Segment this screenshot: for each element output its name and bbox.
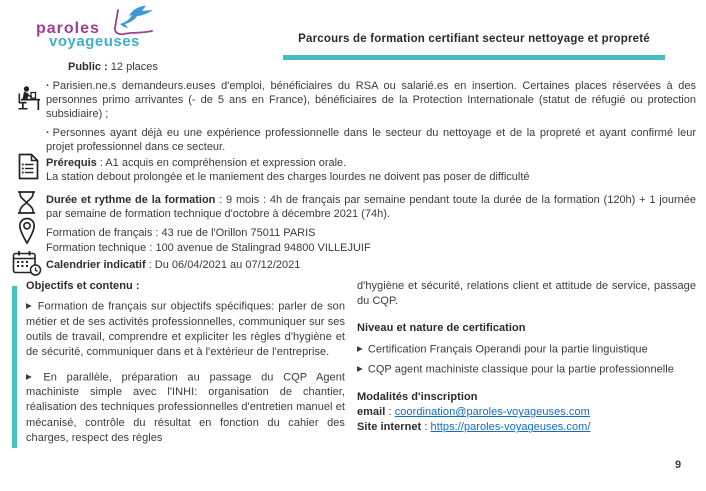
objectifs-para-2-continued: d'hygiène et sécurité, relations client et attitude de service, passage du CQP. <box>357 280 696 308</box>
public-label: Public : <box>68 61 108 73</box>
objectifs-column-left <box>26 279 345 446</box>
certification-item-1-text: Certification Français Operandi pour la partie linguistique <box>367 343 648 356</box>
title-accent-bar <box>283 55 665 60</box>
logo-word-paroles: paroles <box>36 20 100 37</box>
public-value: 12 places <box>110 61 158 73</box>
duree-text: : 9 mois : 4h de français par semaine pendant toute la durée de la formation (120h) + 1 journée par semaine de formation technique d'octobre à décembre 2021 (74h). <box>46 194 696 220</box>
public-bullet-1 <box>46 79 696 121</box>
bullet-dot: · <box>46 127 50 139</box>
site-label: Site internet <box>357 421 422 434</box>
objectifs-column-right <box>357 279 696 436</box>
arrow-bullet-icon: ▶ <box>357 343 363 353</box>
public-bullet-2-text: Personnes ayant déjà eu une expérience professionnelle dans le secteur du nettoyage et de la propreté et ayant confirmé leur projet professionnel dans ce secteur. <box>46 127 696 153</box>
prerequis-text: : A1 acquis en compréhension et expression orale. <box>96 157 347 169</box>
bird-swoosh-icon <box>94 4 154 44</box>
person-at-desk-icon <box>13 84 43 114</box>
public-bullet-1-text: Parisien.ne.s demandeurs.euses d'emploi, bénéficiaires du RSA ou salarié.es en insertion. Certaines places réservées à des personnes primo arrivantes (- de 5 ans en France), bénéficiaires de la Protection Internationale (statut de réfugié ou protection subsidiaire) ; <box>46 80 696 120</box>
inscription-heading: Modalités d'inscription <box>357 391 478 404</box>
objectifs-para-2-text: En parallèle, préparation au passage du CQP Agent machiniste simple avec l'INHI: organisation de chantier, réalisation des techniques professionnelles d'entretien manuel et mécanisé, contrôle du résultat en fonction du cahier des charges, respect des règles <box>26 371 345 444</box>
page-number: 9 <box>675 459 682 471</box>
arrow-bullet-icon: ▶ <box>357 364 363 374</box>
prerequis-label: Prérequis <box>46 157 97 169</box>
objectifs-para-2 <box>26 369 345 447</box>
page-title: Parcours de formation certifiant secteur nettoyage et propreté <box>298 33 650 45</box>
lieu-francais: Formation de français : 43 rue de l'Orillon 75011 PARIS <box>46 227 316 239</box>
document-checklist-icon <box>16 153 41 180</box>
objectifs-heading: Objectifs et contenu : <box>26 280 140 292</box>
public-bullet-2 <box>46 126 696 154</box>
prerequis-section <box>46 156 696 184</box>
duree-label: Durée et rythme de la formation <box>46 194 216 206</box>
hourglass-icon <box>15 190 38 215</box>
inscription-site-line <box>357 420 696 435</box>
prerequis-line2: La station debout prolongée et le maniement des charges lourdes ne doivent pas poser de difficulté <box>46 171 530 183</box>
certification-item-1 <box>357 341 696 358</box>
calendrier-label: Calendrier indicatif <box>46 259 146 271</box>
objectifs-para-1 <box>26 298 345 360</box>
duree-section <box>46 193 696 221</box>
email-link[interactable]: coordination@paroles-voyageuses.com <box>394 406 590 419</box>
site-link[interactable]: https://paroles-voyageuses.com/ <box>430 421 591 434</box>
inscription-email-line <box>357 405 696 420</box>
site-separator: : <box>421 421 431 434</box>
calendrier-section <box>46 258 696 272</box>
public-line <box>68 60 158 74</box>
email-label: email <box>357 406 386 419</box>
arrow-bullet-icon: ▶ <box>26 371 39 381</box>
certification-heading: Niveau et nature de certification <box>357 322 526 335</box>
calendar-clock-icon <box>12 250 42 276</box>
certification-item-2 <box>357 361 696 378</box>
email-separator: : <box>385 406 395 419</box>
lieu-technique: Formation technique : 100 avenue de Stalingrad 94800 VILLEJUIF <box>46 242 371 254</box>
logo-word-voyageuses: voyageuses <box>49 33 140 50</box>
bullet-dot: · <box>46 80 50 92</box>
paroles-voyageuses-logo <box>36 4 166 54</box>
location-pin-icon <box>16 217 38 246</box>
objectifs-para-1-text: Formation de français sur objectifs spécifiques: parler de son métier et de ses activités professionnelles, communiquer sur ses outils de travail, comprendre et expliciter les règles d'hygiène et de sécurité, communiquer dans et à l'extérieur de l'entreprise. <box>26 300 345 359</box>
arrow-bullet-icon: ▶ <box>26 301 33 311</box>
calendrier-text: : Du 06/04/2021 au 07/12/2021 <box>145 259 301 271</box>
certification-item-2-text: CQP agent machiniste classique pour la partie professionnelle <box>367 363 674 376</box>
objectifs-accent-bar <box>12 286 17 448</box>
